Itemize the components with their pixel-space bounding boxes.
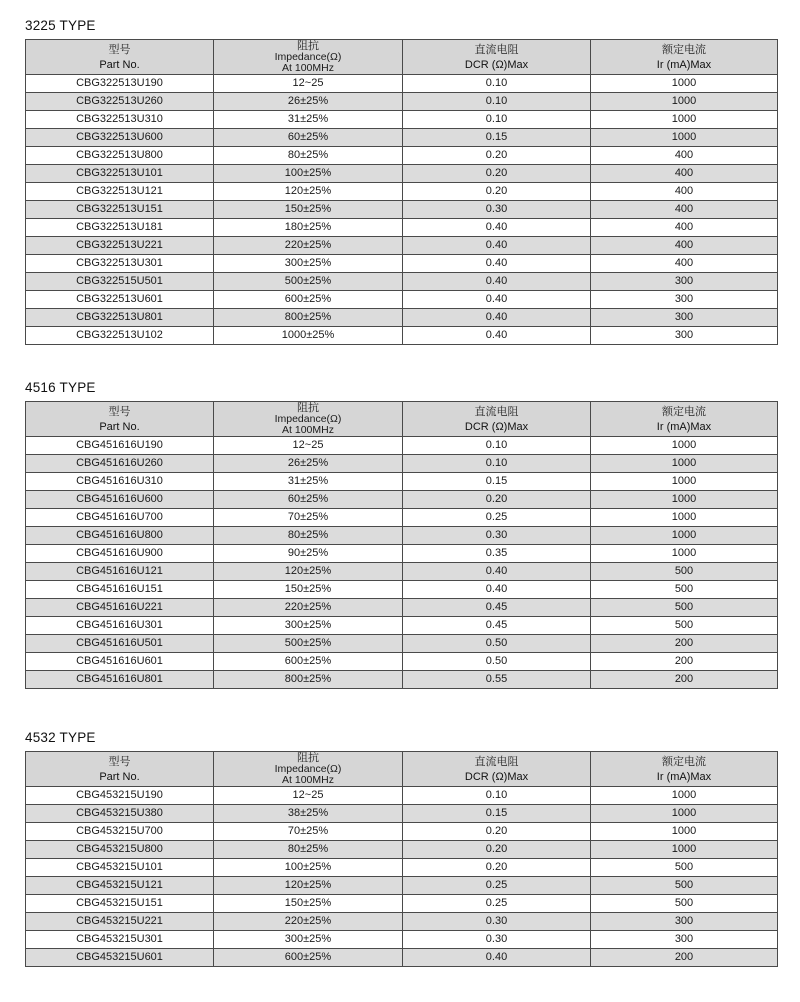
cell-rated-current: 200	[591, 635, 778, 653]
table-row	[26, 183, 778, 201]
cell-impedance: 600±25%	[214, 653, 403, 671]
cell-impedance: 300±25%	[214, 617, 403, 635]
header-impedance	[214, 752, 403, 787]
cell-part-no: CBG451616U900	[26, 545, 214, 563]
cell-dcr: 0.40	[403, 237, 591, 255]
table-row	[26, 437, 778, 455]
table-row	[26, 599, 778, 617]
table-row	[26, 877, 778, 895]
header-part-no	[26, 752, 214, 787]
cell-impedance: 600±25%	[214, 949, 403, 967]
cell-part-no: CBG322513U800	[26, 147, 214, 165]
header-label-cn: 直流电阻	[474, 405, 519, 418]
cell-part-no: CBG451616U700	[26, 509, 214, 527]
table-row	[26, 111, 778, 129]
cell-rated-current: 300	[591, 273, 778, 291]
cell-dcr: 0.10	[403, 455, 591, 473]
header-label-en: Ir (mA)Max	[656, 770, 712, 783]
header-label-freq: At 100MHz	[282, 774, 334, 786]
cell-dcr: 0.35	[403, 545, 591, 563]
cell-rated-current: 200	[591, 949, 778, 967]
header-label-cn: 额定电流	[662, 755, 706, 768]
header-label-en: Part No.	[99, 58, 140, 71]
cell-rated-current: 500	[591, 859, 778, 877]
cell-rated-current: 1000	[591, 455, 778, 473]
table-row	[26, 93, 778, 111]
cell-impedance: 12~25	[214, 437, 403, 455]
header-label-cn: 阻抗	[297, 752, 319, 764]
cell-dcr: 0.40	[403, 273, 591, 291]
table-row	[26, 805, 778, 823]
table-row	[26, 787, 778, 805]
cell-impedance: 300±25%	[214, 255, 403, 273]
section-title: 4516 TYPE	[25, 380, 96, 395]
cell-impedance: 60±25%	[214, 491, 403, 509]
header-rated-current	[591, 402, 778, 437]
table-row	[26, 949, 778, 967]
cell-dcr: 0.30	[403, 913, 591, 931]
cell-dcr: 0.10	[403, 111, 591, 129]
cell-dcr: 0.40	[403, 949, 591, 967]
header-label-freq: At 100MHz	[282, 424, 334, 436]
cell-part-no: CBG322515U501	[26, 273, 214, 291]
cell-part-no: CBG453215U601	[26, 949, 214, 967]
cell-rated-current: 1000	[591, 841, 778, 859]
cell-part-no: CBG453215U190	[26, 787, 214, 805]
cell-rated-current: 300	[591, 327, 778, 345]
header-dcr	[403, 40, 591, 75]
cell-part-no: CBG451616U600	[26, 491, 214, 509]
cell-dcr: 0.40	[403, 327, 591, 345]
header-label-cn: 阻抗	[297, 402, 319, 414]
cell-dcr: 0.20	[403, 165, 591, 183]
cell-dcr: 0.30	[403, 527, 591, 545]
table-row	[26, 129, 778, 147]
header-label-en: DCR (Ω)Max	[464, 420, 529, 433]
cell-part-no: CBG453215U121	[26, 877, 214, 895]
header-label-cn: 型号	[108, 755, 131, 768]
cell-impedance: 120±25%	[214, 877, 403, 895]
cell-rated-current: 1000	[591, 787, 778, 805]
cell-rated-current: 200	[591, 653, 778, 671]
cell-impedance: 500±25%	[214, 273, 403, 291]
cell-part-no: CBG453215U700	[26, 823, 214, 841]
cell-dcr: 0.40	[403, 291, 591, 309]
cell-impedance: 1000±25%	[214, 327, 403, 345]
cell-impedance: 12~25	[214, 787, 403, 805]
cell-part-no: CBG451616U310	[26, 473, 214, 491]
cell-part-no: CBG322513U301	[26, 255, 214, 273]
cell-impedance: 150±25%	[214, 895, 403, 913]
header-rated-current	[591, 752, 778, 787]
cell-impedance: 80±25%	[214, 147, 403, 165]
table-row	[26, 841, 778, 859]
cell-rated-current: 400	[591, 201, 778, 219]
cell-rated-current: 300	[591, 291, 778, 309]
cell-impedance: 90±25%	[214, 545, 403, 563]
cell-rated-current: 400	[591, 237, 778, 255]
cell-rated-current: 1000	[591, 805, 778, 823]
table-row	[26, 823, 778, 841]
cell-part-no: CBG322513U310	[26, 111, 214, 129]
header-label-en: Impedance(Ω)	[274, 763, 342, 775]
cell-dcr: 0.30	[403, 201, 591, 219]
cell-dcr: 0.20	[403, 823, 591, 841]
cell-dcr: 0.25	[403, 509, 591, 527]
cell-dcr: 0.20	[403, 859, 591, 877]
cell-dcr: 0.30	[403, 931, 591, 949]
cell-impedance: 31±25%	[214, 111, 403, 129]
table-row	[26, 147, 778, 165]
cell-part-no: CBG453215U151	[26, 895, 214, 913]
table-row	[26, 255, 778, 273]
cell-dcr: 0.15	[403, 805, 591, 823]
cell-impedance: 300±25%	[214, 931, 403, 949]
cell-impedance: 26±25%	[214, 455, 403, 473]
cell-impedance: 220±25%	[214, 599, 403, 617]
cell-impedance: 180±25%	[214, 219, 403, 237]
cell-impedance: 60±25%	[214, 129, 403, 147]
cell-part-no: CBG451616U601	[26, 653, 214, 671]
header-label-freq: At 100MHz	[282, 62, 334, 74]
section-title: 4532 TYPE	[25, 730, 96, 745]
cell-part-no: CBG453215U800	[26, 841, 214, 859]
table-row	[26, 563, 778, 581]
header-part-no	[26, 402, 214, 437]
cell-impedance: 220±25%	[214, 237, 403, 255]
table-row	[26, 473, 778, 491]
table-row	[26, 237, 778, 255]
cell-dcr: 0.50	[403, 653, 591, 671]
cell-rated-current: 400	[591, 219, 778, 237]
table-row	[26, 75, 778, 93]
header-label-cn: 直流电阻	[474, 43, 519, 56]
cell-dcr: 0.15	[403, 129, 591, 147]
header-label-en: Part No.	[99, 770, 140, 783]
cell-part-no: CBG322513U801	[26, 309, 214, 327]
header-label-en: Ir (mA)Max	[656, 58, 712, 71]
cell-part-no: CBG451616U501	[26, 635, 214, 653]
header-label-en: Part No.	[99, 420, 140, 433]
cell-rated-current: 400	[591, 147, 778, 165]
cell-dcr: 0.10	[403, 437, 591, 455]
cell-dcr: 0.20	[403, 183, 591, 201]
cell-impedance: 150±25%	[214, 201, 403, 219]
cell-dcr: 0.20	[403, 491, 591, 509]
cell-part-no: CBG451616U800	[26, 527, 214, 545]
table-row	[26, 913, 778, 931]
cell-rated-current: 400	[591, 165, 778, 183]
cell-impedance: 80±25%	[214, 841, 403, 859]
cell-impedance: 150±25%	[214, 581, 403, 599]
cell-dcr: 0.45	[403, 617, 591, 635]
cell-part-no: CBG453215U221	[26, 913, 214, 931]
table-row	[26, 653, 778, 671]
header-impedance	[214, 40, 403, 75]
cell-part-no: CBG322513U121	[26, 183, 214, 201]
cell-part-no: CBG322513U102	[26, 327, 214, 345]
cell-part-no: CBG451616U151	[26, 581, 214, 599]
header-label-cn: 直流电阻	[474, 755, 519, 768]
cell-rated-current: 500	[591, 877, 778, 895]
cell-dcr: 0.15	[403, 473, 591, 491]
cell-part-no: CBG451616U121	[26, 563, 214, 581]
cell-rated-current: 1000	[591, 545, 778, 563]
cell-part-no: CBG453215U101	[26, 859, 214, 877]
header-label-cn: 额定电流	[662, 405, 706, 418]
cell-impedance: 800±25%	[214, 309, 403, 327]
cell-impedance: 120±25%	[214, 183, 403, 201]
table-row	[26, 527, 778, 545]
table-row	[26, 635, 778, 653]
header-part-no	[26, 40, 214, 75]
table-row	[26, 309, 778, 327]
cell-impedance: 70±25%	[214, 509, 403, 527]
header-dcr	[403, 752, 591, 787]
cell-dcr: 0.40	[403, 563, 591, 581]
cell-impedance: 38±25%	[214, 805, 403, 823]
cell-dcr: 0.40	[403, 309, 591, 327]
cell-rated-current: 400	[591, 183, 778, 201]
cell-part-no: CBG322513U190	[26, 75, 214, 93]
cell-rated-current: 200	[591, 671, 778, 689]
cell-rated-current: 1000	[591, 823, 778, 841]
cell-impedance: 12~25	[214, 75, 403, 93]
cell-dcr: 0.20	[403, 841, 591, 859]
cell-part-no: CBG322513U221	[26, 237, 214, 255]
cell-rated-current: 1000	[591, 111, 778, 129]
cell-part-no: CBG451616U301	[26, 617, 214, 635]
spec-table	[25, 39, 778, 345]
cell-part-no: CBG451616U260	[26, 455, 214, 473]
cell-dcr: 0.10	[403, 787, 591, 805]
cell-rated-current: 1000	[591, 473, 778, 491]
cell-dcr: 0.50	[403, 635, 591, 653]
table-row	[26, 895, 778, 913]
cell-dcr: 0.40	[403, 219, 591, 237]
table-row	[26, 273, 778, 291]
cell-dcr: 0.55	[403, 671, 591, 689]
cell-part-no: CBG322513U101	[26, 165, 214, 183]
table-row	[26, 545, 778, 563]
table-row	[26, 455, 778, 473]
table-row	[26, 291, 778, 309]
table-row	[26, 859, 778, 877]
cell-rated-current: 500	[591, 563, 778, 581]
cell-rated-current: 1000	[591, 509, 778, 527]
cell-rated-current: 500	[591, 895, 778, 913]
cell-part-no: CBG451616U221	[26, 599, 214, 617]
cell-rated-current: 500	[591, 617, 778, 635]
cell-impedance: 26±25%	[214, 93, 403, 111]
cell-part-no: CBG322513U260	[26, 93, 214, 111]
cell-dcr: 0.25	[403, 895, 591, 913]
cell-rated-current: 300	[591, 309, 778, 327]
section-title: 3225 TYPE	[25, 18, 96, 33]
cell-impedance: 120±25%	[214, 563, 403, 581]
cell-part-no: CBG322513U181	[26, 219, 214, 237]
cell-rated-current: 1000	[591, 527, 778, 545]
cell-part-no: CBG451616U190	[26, 437, 214, 455]
table-row	[26, 671, 778, 689]
cell-dcr: 0.40	[403, 255, 591, 273]
cell-impedance: 600±25%	[214, 291, 403, 309]
cell-rated-current: 400	[591, 255, 778, 273]
table-row	[26, 617, 778, 635]
cell-part-no: CBG322513U151	[26, 201, 214, 219]
cell-part-no: CBG322513U601	[26, 291, 214, 309]
header-impedance	[214, 402, 403, 437]
table-row	[26, 327, 778, 345]
cell-dcr: 0.20	[403, 147, 591, 165]
header-label-en: DCR (Ω)Max	[464, 770, 529, 783]
cell-dcr: 0.10	[403, 75, 591, 93]
cell-part-no: CBG453215U380	[26, 805, 214, 823]
header-label-en: Impedance(Ω)	[274, 413, 342, 425]
cell-impedance: 100±25%	[214, 859, 403, 877]
header-label-en: DCR (Ω)Max	[464, 58, 529, 71]
table-row	[26, 219, 778, 237]
cell-impedance: 800±25%	[214, 671, 403, 689]
header-row	[26, 402, 778, 437]
header-label-cn: 型号	[108, 405, 131, 418]
cell-rated-current: 500	[591, 581, 778, 599]
header-label-en: Ir (mA)Max	[656, 420, 712, 433]
cell-part-no: CBG322513U600	[26, 129, 214, 147]
cell-rated-current: 1000	[591, 75, 778, 93]
header-label-en: Impedance(Ω)	[274, 51, 342, 63]
table-row	[26, 931, 778, 949]
cell-rated-current: 1000	[591, 93, 778, 111]
cell-dcr: 0.45	[403, 599, 591, 617]
table-row	[26, 201, 778, 219]
table-row	[26, 581, 778, 599]
cell-rated-current: 1000	[591, 491, 778, 509]
cell-rated-current: 500	[591, 599, 778, 617]
cell-rated-current: 1000	[591, 437, 778, 455]
header-dcr	[403, 402, 591, 437]
cell-rated-current: 1000	[591, 129, 778, 147]
cell-impedance: 31±25%	[214, 473, 403, 491]
cell-impedance: 220±25%	[214, 913, 403, 931]
cell-impedance: 70±25%	[214, 823, 403, 841]
table-row	[26, 165, 778, 183]
header-label-cn: 型号	[108, 43, 131, 56]
cell-impedance: 100±25%	[214, 165, 403, 183]
table-row	[26, 491, 778, 509]
cell-rated-current: 300	[591, 931, 778, 949]
header-label-cn: 额定电流	[662, 43, 706, 56]
spec-table	[25, 401, 778, 689]
cell-impedance: 80±25%	[214, 527, 403, 545]
table-row	[26, 509, 778, 527]
header-row	[26, 752, 778, 787]
cell-part-no: CBG453215U301	[26, 931, 214, 949]
cell-dcr: 0.10	[403, 93, 591, 111]
cell-part-no: CBG451616U801	[26, 671, 214, 689]
header-row	[26, 40, 778, 75]
cell-dcr: 0.25	[403, 877, 591, 895]
header-label-cn: 阻抗	[297, 40, 319, 52]
spec-table	[25, 751, 778, 967]
header-rated-current	[591, 40, 778, 75]
cell-impedance: 500±25%	[214, 635, 403, 653]
cell-dcr: 0.40	[403, 581, 591, 599]
cell-rated-current: 300	[591, 913, 778, 931]
